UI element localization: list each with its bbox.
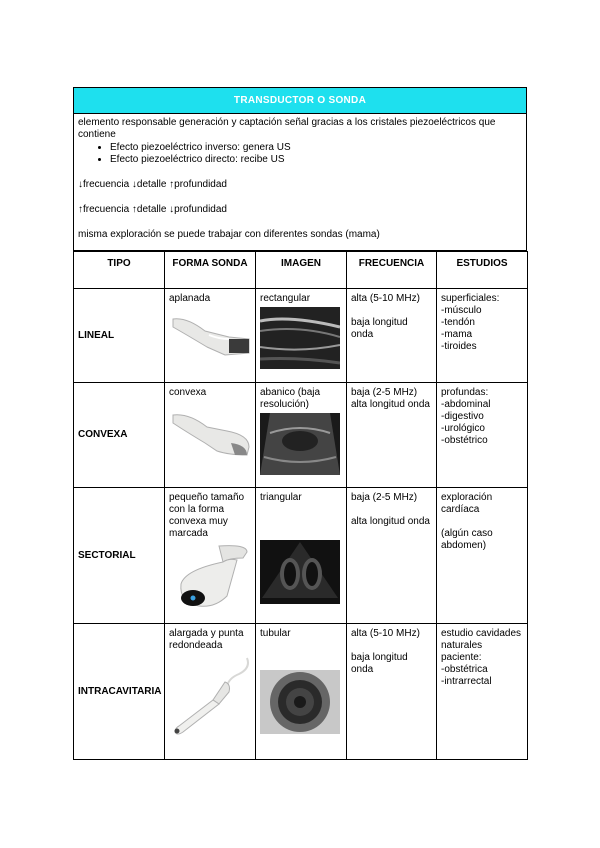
sectorial-scan-image (260, 540, 340, 604)
estudios-line: -tiroides (441, 341, 477, 352)
frecuencia-text: baja (2-5 MHz) (351, 492, 418, 503)
frecuencia-text: alta (5-10 MHz) (351, 628, 420, 639)
table-header-row (74, 252, 528, 289)
row-frecuencia (347, 488, 437, 624)
table-row (74, 488, 528, 624)
linear-probe-image (169, 309, 251, 365)
row-forma (165, 289, 256, 383)
row-imagen (256, 624, 347, 760)
row-estudios (437, 624, 528, 760)
row-forma (165, 383, 256, 488)
header-estudios: ESTUDIOS (437, 252, 528, 289)
row-tipo: INTRACAVITARIA (74, 624, 165, 760)
row-imagen (256, 488, 347, 624)
row-forma (165, 488, 256, 624)
forma-text: alargada y punta redondeada (169, 628, 244, 651)
estudios-line: -mama (441, 329, 473, 340)
estudios-line: -urológico (441, 423, 485, 434)
definition-text: elemento responsable generación y captación señal gracias a los cristales piezoeléctricos que contiene (78, 117, 496, 140)
frecuencia-note: alta longitud onda (351, 399, 430, 410)
sectorial-probe-image (169, 544, 251, 610)
row-estudios (437, 289, 528, 383)
effect-inverse: • Efecto piezoeléctrico inverso: genera US (110, 142, 522, 154)
frecuencia-text: baja (2-5 MHz) (351, 387, 418, 398)
estudios-line: exploración cardíaca (441, 492, 493, 515)
convex-scan-image (260, 413, 340, 475)
imagen-text: triangular (260, 492, 302, 503)
forma-text: aplanada (169, 293, 211, 304)
estudios-line: estudio cavidades naturales paciente: (441, 628, 522, 663)
estudios-line: -obstétrico (441, 435, 488, 446)
row-imagen (256, 383, 347, 488)
imagen-text: rectangular (260, 293, 311, 304)
effects-list (78, 142, 522, 166)
intro-block (73, 114, 527, 251)
header-imagen: IMAGEN (256, 252, 347, 289)
imagen-text: tubular (260, 628, 291, 639)
convex-probe-image (169, 403, 251, 467)
note-text: misma exploración se puede trabajar con diferentes sondas (mama) (78, 229, 380, 240)
estudios-line: (algún caso abdomen) (441, 528, 493, 551)
estudios-line: -digestivo (441, 411, 484, 422)
estudios-line: superficiales: (441, 293, 500, 304)
frecuencia-text: alta (5-10 MHz) (351, 293, 420, 304)
row-tipo: CONVEXA (74, 383, 165, 488)
table-row (74, 624, 528, 760)
estudios-line: -intrarrectal (441, 676, 492, 687)
row-estudios (437, 488, 528, 624)
table-row (74, 383, 528, 488)
estudios-line: -músculo (441, 305, 482, 316)
header-tipo: TIPO (74, 252, 165, 289)
document (73, 87, 527, 760)
imagen-text: abanico (baja resolución) (260, 387, 321, 410)
linear-scan-image (260, 307, 340, 369)
header-forma: FORMA SONDA (165, 252, 256, 289)
estudios-line: -abdominal (441, 399, 491, 410)
intracavitary-scan-image (260, 670, 340, 734)
row-frecuencia (347, 383, 437, 488)
header-frecuencia: FRECUENCIA (347, 252, 437, 289)
forma-text: pequeño tamaño con la forma convexa muy marcada (169, 492, 245, 539)
row-estudios (437, 383, 528, 488)
estudios-line: -tendón (441, 317, 475, 328)
rule-low-frequency: ↓frecuencia ↓detalle ↑profundidad (78, 179, 227, 190)
row-frecuencia (347, 624, 437, 760)
forma-text: convexa (169, 387, 207, 398)
row-tipo: LINEAL (74, 289, 165, 383)
section-title: TRANSDUCTOR O SONDA (73, 87, 527, 114)
frecuencia-note: baja longitud onda (351, 317, 408, 340)
row-imagen (256, 289, 347, 383)
estudios-line: -obstétrica (441, 664, 488, 675)
effect-direct: • Efecto piezoeléctrico directo: recibe US (110, 154, 522, 166)
row-tipo: SECTORIAL (74, 488, 165, 624)
frecuencia-note: baja longitud onda (351, 652, 408, 675)
row-frecuencia (347, 289, 437, 383)
rule-high-frequency: ↑frecuencia ↑detalle ↓profundidad (78, 204, 227, 215)
probe-table (73, 251, 528, 760)
row-forma (165, 624, 256, 760)
frecuencia-note: alta longitud onda (351, 516, 430, 527)
intracavitary-probe-image (169, 656, 251, 738)
table-row (74, 289, 528, 383)
estudios-line: profundas: (441, 387, 489, 398)
